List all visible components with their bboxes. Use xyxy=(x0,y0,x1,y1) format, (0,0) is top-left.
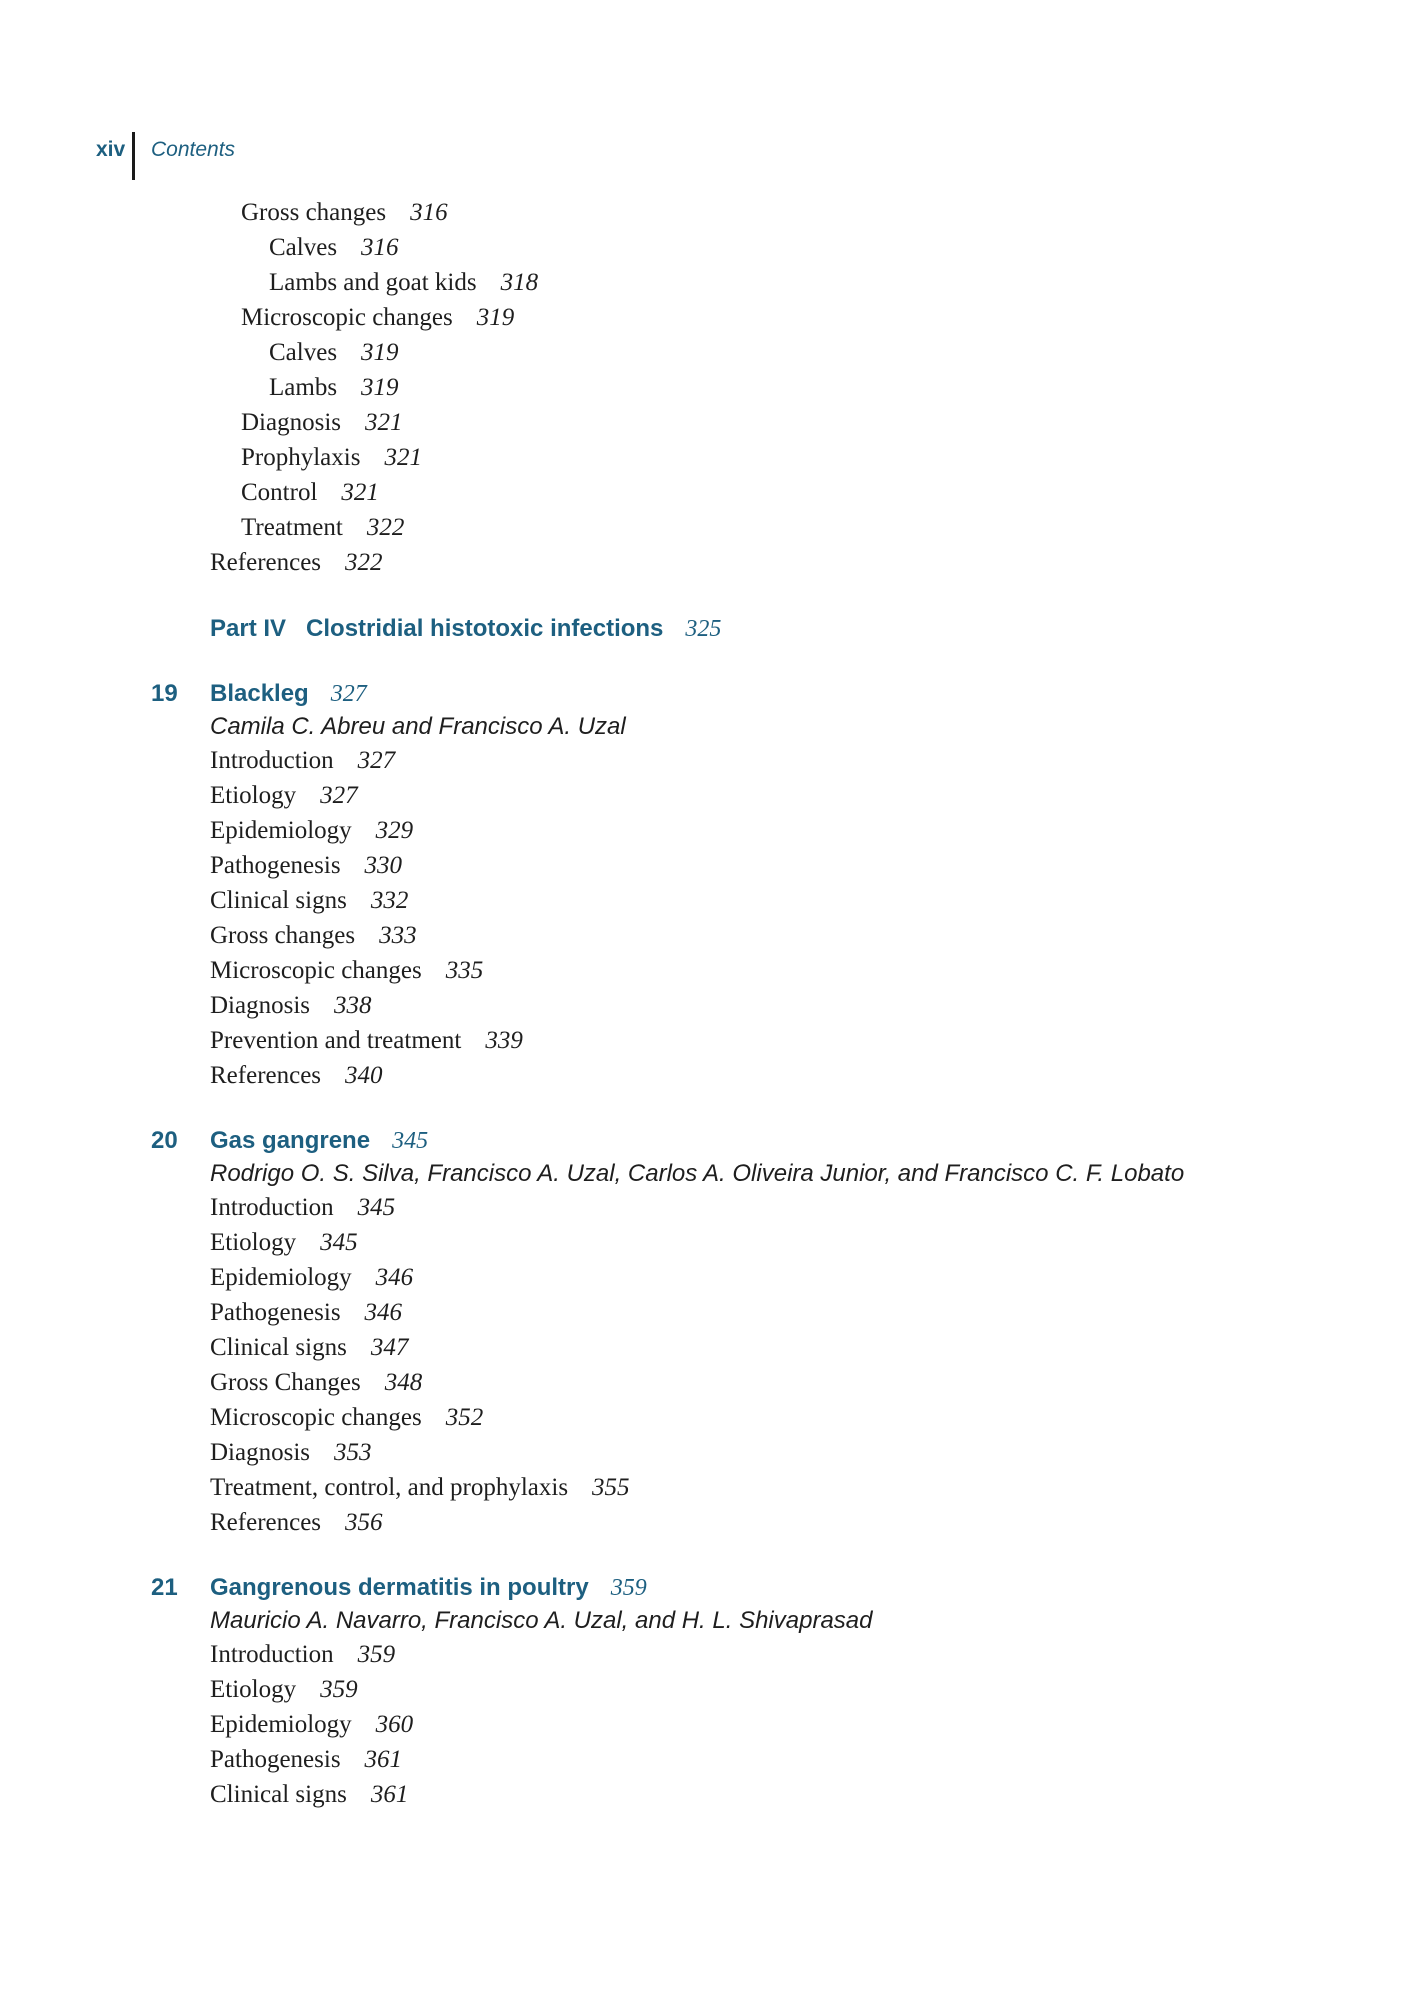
toc-entry: Introduction 359 xyxy=(210,1641,396,1668)
page-number: xiv xyxy=(96,138,126,161)
toc-entry: Prophylaxis 321 xyxy=(241,444,422,471)
toc-entry: Microscopic changes 319 xyxy=(241,304,515,331)
toc-entry: Etiology 359 xyxy=(210,1676,358,1703)
toc-entry: Pathogenesis 361 xyxy=(210,1746,403,1773)
toc-entry: Prevention and treatment 339 xyxy=(210,1027,523,1054)
part-title: Clostridial histotoxic infections xyxy=(306,615,664,642)
toc-entry: Microscopic changes 352 xyxy=(210,1404,484,1431)
part-heading xyxy=(210,614,721,644)
chapter-number: 19 xyxy=(151,680,178,707)
toc-entry: Lambs 319 xyxy=(269,374,399,401)
toc-entry: References 356 xyxy=(210,1509,383,1536)
part-page: 325 xyxy=(685,616,722,642)
toc-entry: Pathogenesis 330 xyxy=(210,852,403,879)
part-label: Part IV xyxy=(210,615,287,642)
toc-entry: Control 321 xyxy=(241,479,379,506)
toc-entry: Diagnosis 338 xyxy=(210,992,372,1019)
toc-entry: Treatment, control, and prophylaxis 355 xyxy=(210,1474,630,1501)
chapter-title[interactable]: Gangrenous dermatitis in poultry 359 xyxy=(210,1574,647,1601)
chapter-number: 21 xyxy=(151,1574,178,1601)
toc-entry: Epidemiology 360 xyxy=(210,1711,414,1738)
toc-entry: Gross changes 333 xyxy=(210,922,417,949)
chapter-authors: Rodrigo O. S. Silva, Francisco A. Uzal, Carlos A. Oliveira Junior, and Francisco C. F. Lobato xyxy=(210,1160,1185,1187)
toc-entry: Epidemiology 329 xyxy=(210,817,414,844)
toc-entry: Pathogenesis 346 xyxy=(210,1299,403,1326)
toc-entry: Calves 316 xyxy=(269,234,399,261)
chapter-number: 20 xyxy=(151,1127,178,1154)
toc-entry: Clinical signs 332 xyxy=(210,887,409,914)
toc-entry: Diagnosis 353 xyxy=(210,1439,372,1466)
toc-entry: Etiology 345 xyxy=(210,1229,358,1256)
toc-entry: Introduction 327 xyxy=(210,747,396,774)
toc-entry: Introduction 345 xyxy=(210,1194,396,1221)
chapter-title[interactable]: Gas gangrene 345 xyxy=(210,1127,429,1154)
toc-entry: Epidemiology 346 xyxy=(210,1264,414,1291)
toc-entry: Treatment 322 xyxy=(241,514,405,541)
toc-entry: Diagnosis 321 xyxy=(241,409,403,436)
running-title: Contents xyxy=(151,138,236,161)
toc-entry: Calves 319 xyxy=(269,339,399,366)
toc-entry: Etiology 327 xyxy=(210,782,358,809)
header-rule xyxy=(132,132,135,180)
toc-entry: Gross changes 316 xyxy=(241,199,448,226)
chapter-authors: Camila C. Abreu and Francisco A. Uzal xyxy=(210,713,626,740)
toc-entry: References 340 xyxy=(210,1062,383,1089)
toc-entry: References 322 xyxy=(210,549,383,576)
toc-entry: Microscopic changes 335 xyxy=(210,957,484,984)
chapter-title[interactable]: Blackleg 327 xyxy=(210,680,367,707)
toc-entry: Clinical signs 347 xyxy=(210,1334,409,1361)
chapter-authors: Mauricio A. Navarro, Francisco A. Uzal, and H. L. Shivaprasad xyxy=(210,1607,873,1634)
toc-entry: Lambs and goat kids 318 xyxy=(269,269,539,296)
toc-entry: Gross Changes 348 xyxy=(210,1369,423,1396)
toc-entry: Clinical signs 361 xyxy=(210,1781,409,1808)
